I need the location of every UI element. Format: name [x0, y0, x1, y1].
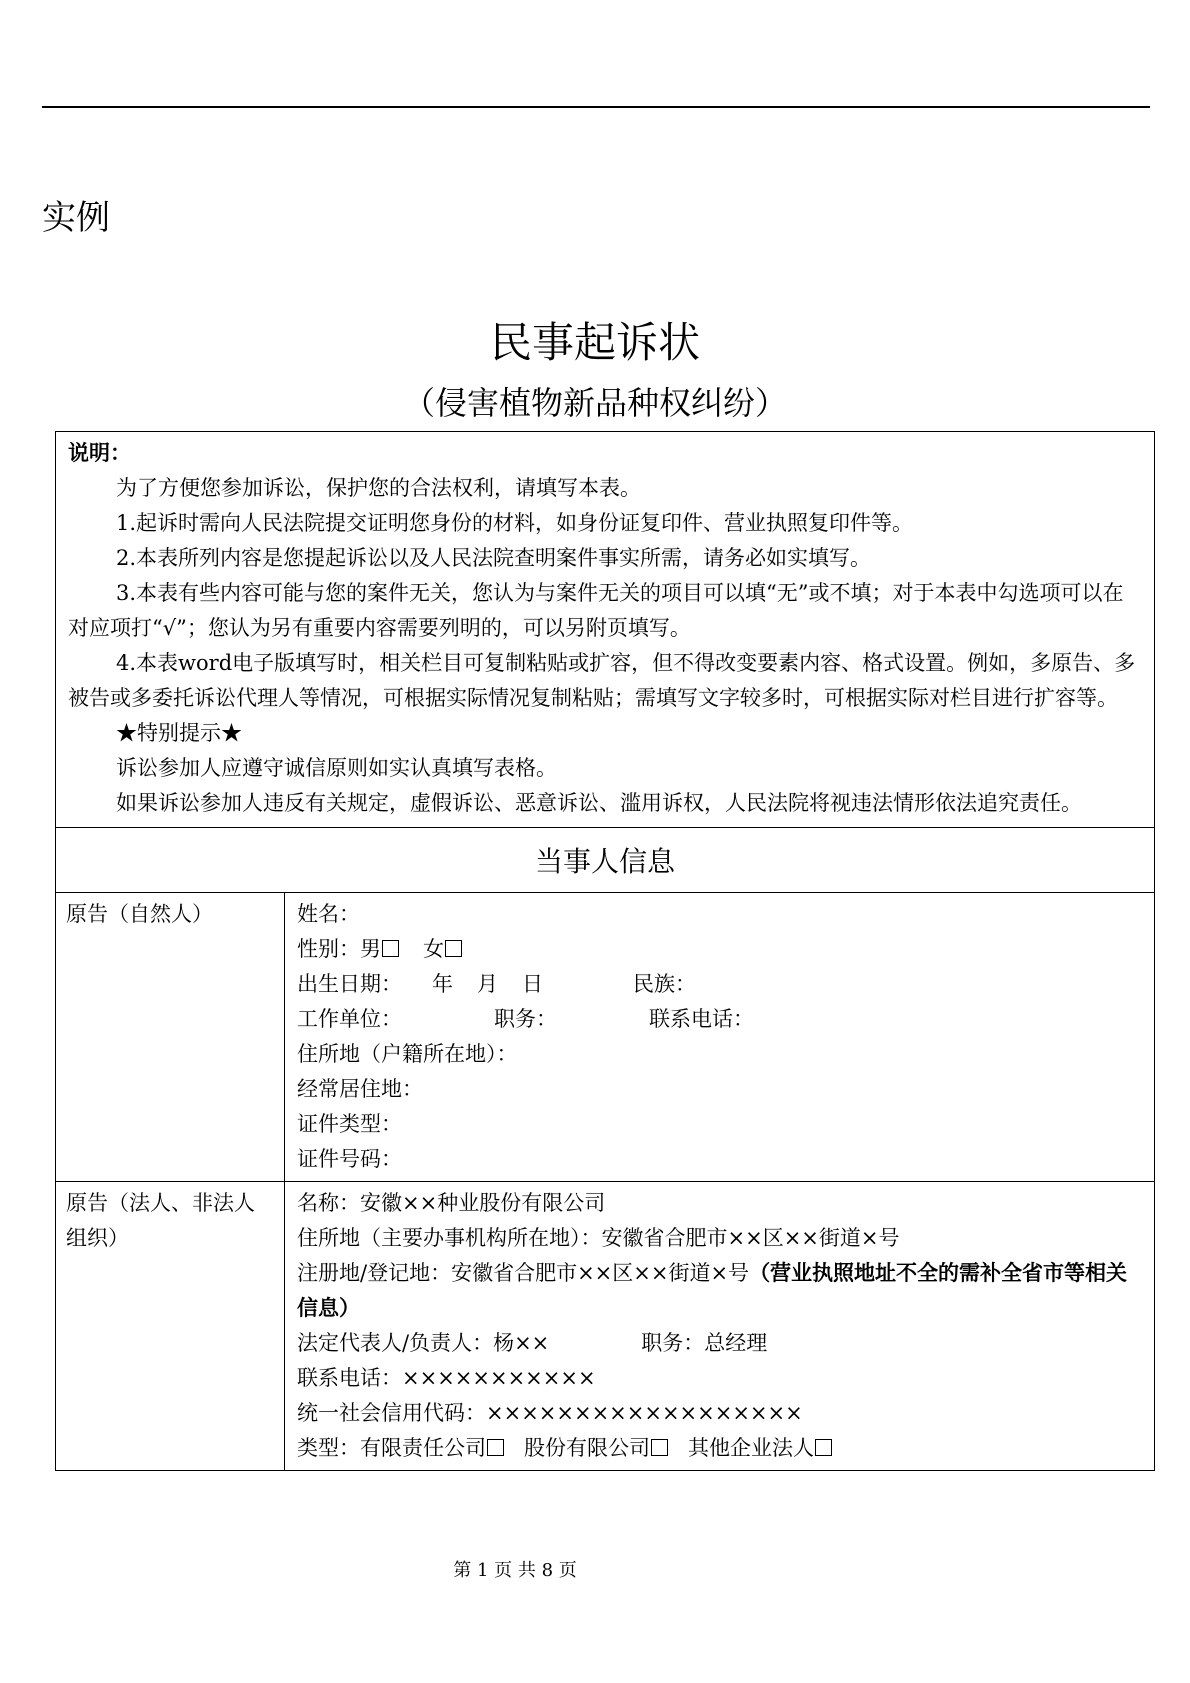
domicile-field[interactable]: 住所地（户籍所在地）： — [297, 1042, 518, 1066]
gender-field: 性别：男 女 — [297, 932, 1142, 967]
document-subtitle: （侵害植物新品种权纠纷） — [402, 384, 787, 422]
page-number: 第 1 页 共 8 页 — [453, 1560, 577, 1581]
position-field[interactable]: 职务： — [494, 1007, 557, 1031]
registered-address-field[interactable]: 注册地/登记地：安徽省合肥市××区××街道×号（营业执照地址不全的需补全省市等相关信息） — [297, 1261, 1128, 1320]
name-field[interactable]: 姓名： — [297, 902, 360, 926]
entity-phone-field[interactable]: 联系电话：××××××××××× — [297, 1366, 596, 1390]
special-notice-heading: ★特别提示★ — [116, 721, 242, 745]
entity-address-field[interactable]: 住所地（主要办事机构所在地）：安徽省合肥市××区××街道×号 — [297, 1226, 900, 1250]
ethnicity-field[interactable]: 民族： — [633, 972, 696, 996]
instruction-item: 4.本表word电子版填写时，相关栏目可复制粘贴或扩容，但不得改变要素内容、格式设置。例如，多原告、多被告或多委托诉讼代理人等情况，可根据实际情况复制粘贴；需填写文字较多时，可根据实际对栏目进行扩容等。 — [68, 651, 1136, 710]
birth-date-field[interactable]: 出生日期： 年 月 日 民族： — [297, 972, 696, 996]
natural-person-plaintiff-label: 原告（自然人） — [56, 893, 285, 1182]
instruction-item: 1.起诉时需向人民法院提交证明您身份的材料，如身份证复印件、营业执照复印件等。 — [116, 511, 914, 535]
id-number-field[interactable]: 证件号码： — [297, 1147, 402, 1171]
legal-entity-plaintiff-fields — [285, 1182, 1155, 1471]
instruction-item: 3.本表有些内容可能与您的案件无关，您认为与案件无关的项目可以填“无”或不填；对于本表中勾选项可以在对应项打“√”；您认为另有重要内容需要列明的，可以另附页填写。 — [68, 581, 1124, 640]
special-notice-item: 诉讼参加人应遵守诚信原则如实认真填写表格。 — [116, 756, 557, 780]
other-entity-checkbox[interactable] — [815, 1439, 832, 1456]
document-title: 民事起诉状 — [489, 318, 700, 367]
legal-representative-field[interactable]: 法定代表人/负责人：杨×× 职务：总经理 — [297, 1331, 768, 1355]
instructions-heading: 说明： — [68, 441, 131, 465]
entity-type-field: 类型：有限责任公司 股份有限公司 其他企业法人 — [297, 1431, 1142, 1466]
residence-field[interactable]: 经常居住地： — [297, 1077, 423, 1101]
id-type-field[interactable]: 证件类型： — [297, 1112, 402, 1136]
instructions-block — [56, 432, 1155, 828]
phone-field[interactable]: 联系电话： — [649, 1007, 754, 1031]
credit-code-field[interactable]: 统一社会信用代码：×××××××××××××××××× — [297, 1401, 803, 1425]
employer-field[interactable]: 工作单位： 职务： 联系电话： — [297, 1007, 754, 1031]
instructions-intro: 为了方便您参加诉讼，保护您的合法权利，请填写本表。 — [116, 476, 641, 500]
header-rule — [42, 106, 1150, 108]
example-label: 实例 — [42, 198, 110, 238]
registered-address-note: （营业执照地址不全的需补全省市等相关信息） — [297, 1261, 1128, 1320]
entity-name-field[interactable]: 名称：安徽××种业股份有限公司 — [297, 1191, 606, 1215]
complaint-form — [55, 431, 1155, 1471]
joint-stock-checkbox[interactable] — [651, 1439, 668, 1456]
party-info-section-title: 当事人信息 — [56, 828, 1155, 893]
instruction-item: 2.本表所列内容是您提起诉讼以及人民法院查明案件事实所需，请务必如实填写。 — [116, 546, 872, 570]
llc-checkbox[interactable] — [487, 1439, 504, 1456]
female-checkbox[interactable] — [445, 940, 462, 957]
legal-entity-plaintiff-label: 原告（法人、非法人组织） — [56, 1182, 285, 1471]
male-checkbox[interactable] — [382, 940, 399, 957]
natural-person-plaintiff-fields — [285, 893, 1155, 1182]
special-notice-item: 如果诉讼参加人违反有关规定，虚假诉讼、恶意诉讼、滥用诉权，人民法院将视违法情形依法追究责任。 — [116, 791, 1082, 815]
